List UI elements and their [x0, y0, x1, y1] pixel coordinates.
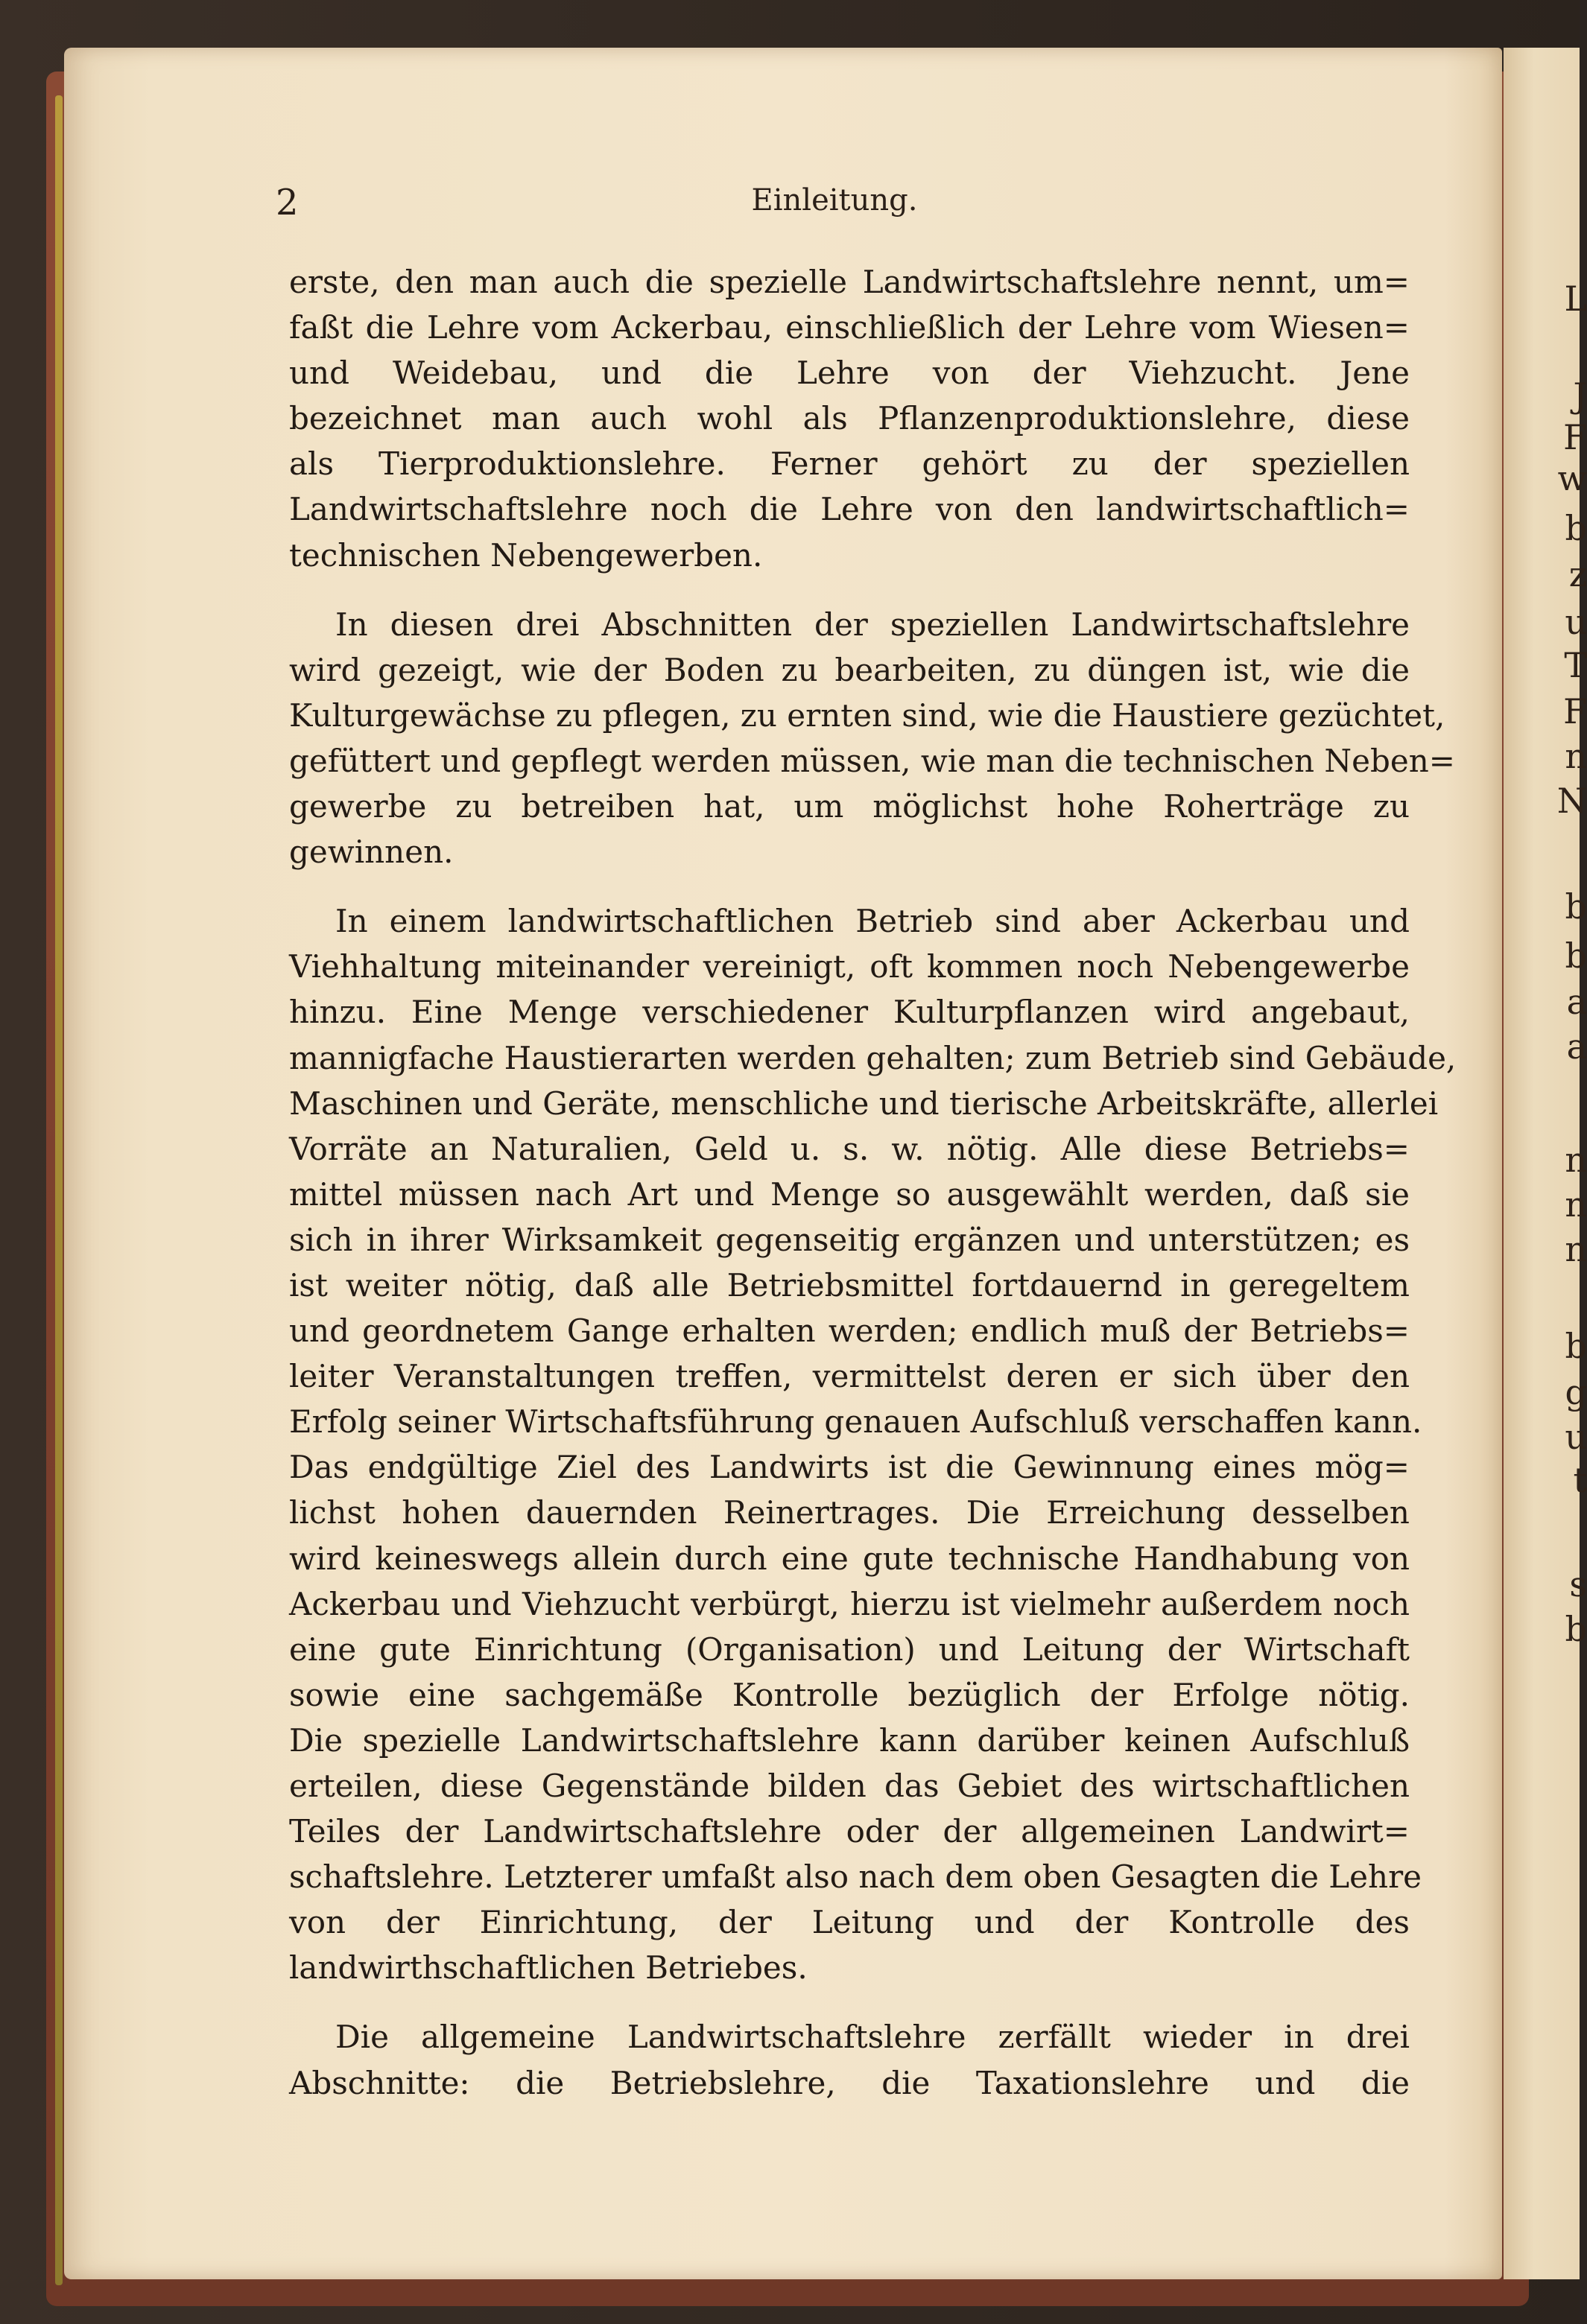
paragraph-gap	[289, 874, 1410, 898]
facing-page-fragment: J	[1573, 375, 1587, 416]
text-line: wird keineswegs allein durch eine gute technische Handhabung von	[289, 1540, 1410, 1577]
facing-page-fragment: z	[1568, 554, 1587, 594]
text-line: Die spezielle Landwirtschaftslehre kann darüber keinen Aufschluß	[289, 1721, 1410, 1759]
text-line: Das endgültige Ziel des Landwirts ist die Gewinnung eines mög=	[289, 1449, 1410, 1486]
text-line: Abschnitte: die Betriebslehre, die Taxationslehre und die	[289, 2064, 1410, 2101]
text-line: Teiles der Landwirtschaftslehre oder der allgemeinen Landwirt=	[289, 1813, 1410, 1850]
facing-page-fragment: t	[1573, 1460, 1587, 1500]
text-line: Erfolg seiner Wirtschaftsführung genauen Aufschluß verschaffen kann.	[289, 1403, 1422, 1441]
text-line: gewerbe zu betreiben hat, um möglichst hohe Roherträge zu	[289, 788, 1410, 825]
text-line: Kulturgewächse zu pflegen, zu ernten sind, wie die Haustiere gezüchtet,	[289, 696, 1445, 734]
text-line: faßt die Lehre vom Ackerbau, einschließlich der Lehre vom Wiesen=	[289, 309, 1410, 346]
text-line: Die allgemeine Landwirtschaftslehre zerfällt wieder in drei	[335, 2019, 1410, 2056]
facing-page-fragment: w	[1557, 458, 1587, 498]
facing-page-fragment: b	[1565, 1609, 1587, 1649]
text-line: In einem landwirtschaftlichen Betrieb sind aber Ackerbau und	[335, 903, 1410, 940]
text-line: Landwirtschaftslehre noch die Lehre von den landwirtschaftlich=	[289, 491, 1410, 528]
text-line: leiter Veranstaltungen treffen, vermittelst deren er sich über den	[289, 1358, 1410, 1395]
facing-page-fragment: u	[1565, 1417, 1587, 1457]
facing-page-fragment: g	[1565, 1372, 1587, 1412]
text-line: und Weidebau, und die Lehre von der Viehzucht. Jene	[289, 355, 1410, 392]
text-line: als Tierproduktionslehre. Ferner gehört zu der speziellen	[289, 445, 1410, 483]
text-line: und geordnetem Gange erhalten werden; endlich muß der Betriebs=	[289, 1312, 1410, 1350]
text-line: gefüttert und gepflegt werden müssen, wie man die technischen Neben=	[289, 742, 1455, 779]
text-line: ist weiter nötig, daß alle Betriebsmittel fortdauernd in geregeltem	[289, 1266, 1410, 1304]
text-line: Vorräte an Naturalien, Geld u. s. w. nötig. Alle diese Betriebs=	[289, 1130, 1410, 1167]
facing-page-fragment: a	[1566, 982, 1587, 1022]
facing-page-fragment: N	[1556, 781, 1587, 821]
text-line: bezeichnet man auch wohl als Pflanzenproduktionslehre, diese	[289, 400, 1410, 437]
text-line: landwirthschaftlichen Betriebes.	[289, 1949, 808, 1987]
text-line: sowie eine sachgemäße Kontrolle bezüglich der Erfolge nötig.	[289, 1676, 1410, 1713]
text-line: erste, den man auch die spezielle Landwirtschaftslehre nennt, um=	[289, 264, 1410, 300]
facing-page-fragment: a	[1566, 1026, 1587, 1067]
facing-page-fragment: F	[1563, 691, 1587, 731]
text-line: erteilen, diese Gegenstände bilden das Gebiet des wirtschaftlichen	[289, 1768, 1410, 1804]
facing-page-fragment: u	[1565, 602, 1587, 642]
text-line: gewinnen.	[289, 834, 454, 871]
running-head	[276, 182, 1393, 226]
text-line: mittel müssen nach Art und Menge so ausgewählt werden, daß sie	[289, 1175, 1410, 1213]
text-line: von der Einrichtung, der Leitung und der Kontrolle des	[289, 1904, 1410, 1941]
facing-page-fragment: n	[1565, 1184, 1587, 1225]
text-line: schaftslehre. Letzterer umfaßt also nach dem oben Gesagten die Lehre	[289, 1858, 1422, 1896]
text-line: wird gezeigt, wie der Boden zu bearbeiten, zu düngen ist, wie die	[289, 651, 1410, 688]
gilt-edge	[55, 95, 63, 2285]
facing-page-fragment: s	[1569, 1564, 1587, 1604]
facing-page-edge	[1504, 48, 1587, 2279]
running-title: Einleitung.	[751, 183, 918, 218]
text-line: In diesen drei Abschnitten der speziellen Landwirtschaftslehre	[335, 606, 1410, 643]
facing-page-fragment: n	[1565, 1140, 1587, 1180]
facing-page-fragment: T	[1564, 645, 1587, 685]
page-number: 2	[276, 182, 299, 223]
paragraph-gap	[289, 578, 1410, 602]
text-line: hinzu. Eine Menge verschiedener Kulturpflanzen wird angebaut,	[289, 994, 1410, 1031]
text-line: Ackerbau und Viehzucht verbürgt, hierzu ist vielmehr außerdem noch	[289, 1585, 1410, 1622]
text-line: lichst hohen dauernden Reinertrages. Die Erreichung desselben	[289, 1494, 1410, 1531]
text-line: Viehhaltung miteinander vereinigt, oft kommen noch Nebengewerbe	[289, 948, 1410, 985]
text-line: mannigfache Haustierarten werden gehalten; zum Betrieb sind Gebäude,	[289, 1039, 1457, 1076]
facing-page-fragment: b	[1565, 508, 1587, 548]
facing-page-fragment: n	[1565, 1229, 1587, 1269]
facing-page-fragment: b	[1565, 1326, 1587, 1366]
text-line: technischen Nebengewerben.	[289, 536, 763, 574]
facing-page-fragment: L	[1564, 279, 1587, 319]
text-line: Maschinen und Geräte, menschliche und tierische Arbeitskräfte, allerlei	[289, 1085, 1439, 1122]
text-line: eine gute Einrichtung (Organisation) und Leitung der Wirtschaft	[289, 1631, 1410, 1668]
body-text	[289, 259, 1457, 2106]
facing-page-fragment: b	[1565, 936, 1587, 976]
paragraph-gap	[289, 1990, 1410, 2014]
facing-page-fragment: F	[1563, 417, 1587, 457]
facing-page-fragment: n	[1565, 736, 1587, 776]
text-line: sich in ihrer Wirksamkeit gegenseitig ergänzen und unterstützen; es	[289, 1221, 1410, 1258]
facing-page-fragment: b	[1565, 886, 1587, 927]
